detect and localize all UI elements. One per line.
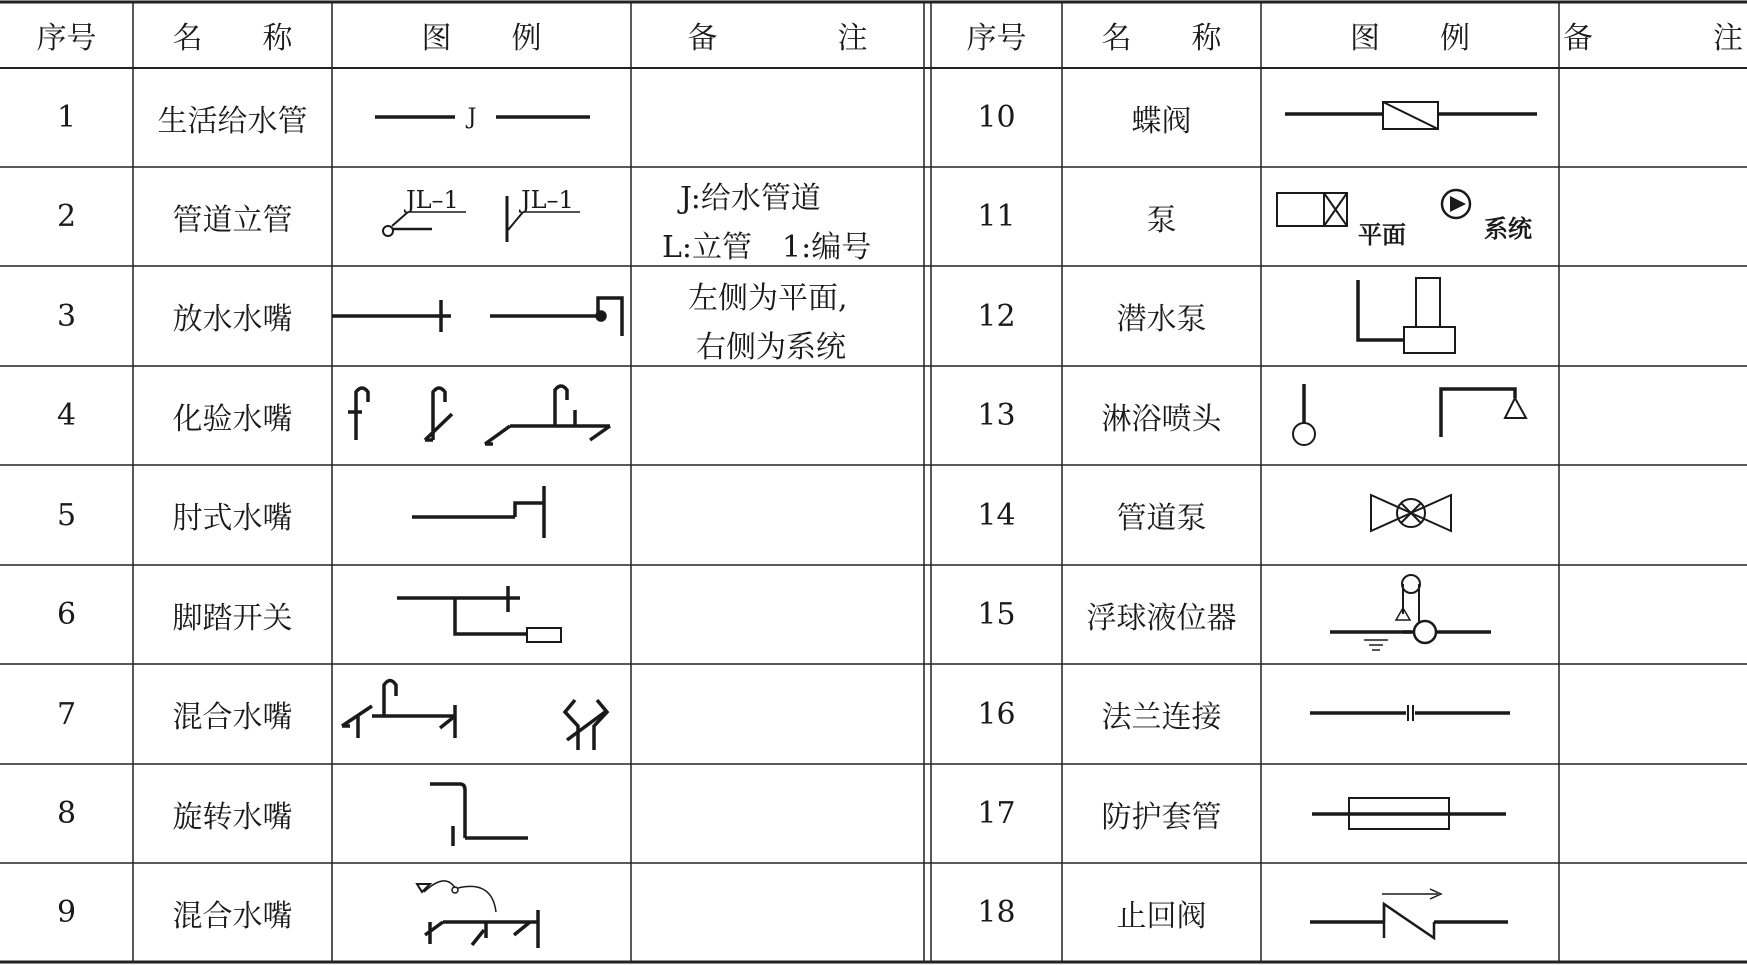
pump-system-label: 系统 — [1484, 214, 1532, 243]
pump-plan-label: 平面 — [1358, 220, 1406, 249]
remark-row3-line2: 右侧为系统 — [696, 330, 846, 365]
mixing-faucet-2-symbol — [417, 881, 538, 948]
row-4-name: 化验水嘴 — [172, 401, 293, 437]
mixing-faucet-symbol — [342, 681, 607, 751]
row-16-no: 16 — [977, 696, 1016, 732]
row-18-no: 18 — [977, 895, 1016, 930]
row-5-name: 肘式水嘴 — [172, 501, 293, 536]
row-10-name: 蝶阀 — [1131, 103, 1192, 139]
row-7-name: 混合水嘴 — [172, 700, 293, 735]
row-1-no: 1 — [56, 100, 77, 135]
row-9-no: 9 — [56, 895, 77, 930]
row-11-name: 泵 — [1146, 202, 1177, 238]
submersible-pump-symbol — [1358, 278, 1455, 353]
water-supply-pipe-symbol — [375, 105, 590, 130]
row-4-no: 4 — [56, 398, 77, 433]
row-15-no: 15 — [977, 597, 1016, 632]
row-7-no: 7 — [56, 696, 77, 732]
row-14-name: 管道泵 — [1116, 501, 1207, 536]
header-no-right: 序号 — [966, 21, 1027, 56]
header-legend-left: 图 例 — [421, 21, 542, 56]
header-name-right: 名 称 — [1101, 21, 1222, 56]
riser-tag-system: JL–1 — [521, 186, 574, 214]
row-3-no: 3 — [56, 298, 77, 334]
row-8-name: 旋转水嘴 — [172, 799, 293, 835]
elbow-faucet-symbol — [412, 486, 544, 538]
remark-row3-line1: 左侧为平面, — [688, 281, 848, 316]
protective-sleeve-symbol — [1312, 798, 1506, 829]
row-13-name: 淋浴喷头 — [1101, 401, 1222, 437]
float-level-switch-symbol — [1330, 575, 1491, 650]
header-legend-right: 图 例 — [1350, 21, 1470, 56]
header-name-left: 名 称 — [172, 21, 293, 56]
row-14-no: 14 — [977, 497, 1016, 533]
row-16-name: 法兰连接 — [1101, 700, 1222, 735]
row-8-no: 8 — [56, 796, 77, 831]
row-15-name: 浮球液位器 — [1086, 600, 1237, 636]
row-17-name: 防护套管 — [1101, 799, 1222, 835]
row-1-name: 生活给水管 — [157, 103, 308, 139]
row-2-no: 2 — [56, 199, 77, 234]
flange-connection-symbol — [1310, 705, 1510, 721]
remark-row2-line2: L:立管 1:编号 — [662, 230, 872, 265]
row-18-name: 止回阀 — [1116, 898, 1207, 934]
row-6-no: 6 — [56, 597, 77, 632]
shower-head-symbol — [1293, 384, 1526, 445]
row-6-name: 脚踏开关 — [172, 600, 293, 636]
foot-switch-symbol — [397, 586, 561, 642]
row-11-no: 11 — [977, 199, 1016, 234]
header-remark-left: 备 注 — [687, 21, 868, 56]
row-12-no: 12 — [977, 298, 1016, 334]
header-remark-right: 备 注 — [1563, 21, 1743, 56]
row-10-no: 10 — [977, 100, 1016, 135]
remark-row2-line1: J:给水管道 — [680, 181, 821, 216]
swivel-faucet-symbol — [430, 784, 528, 846]
pump-symbol — [1277, 190, 1532, 249]
riser-tag-plan: JL–1 — [406, 186, 459, 214]
row-3-name: 放水水嘴 — [172, 302, 293, 337]
inline-pump-symbol — [1371, 495, 1451, 531]
riser-pipe-symbol — [383, 186, 580, 242]
lab-faucet-symbol — [348, 386, 610, 444]
row-9-name: 混合水嘴 — [172, 898, 293, 934]
butterfly-valve-symbol — [1285, 102, 1537, 129]
row-12-name: 潜水泵 — [1116, 302, 1207, 337]
header-no-left: 序号 — [36, 21, 97, 56]
row-5-no: 5 — [56, 497, 77, 533]
row-2-name: 管道立管 — [172, 202, 293, 238]
row-13-no: 13 — [977, 398, 1016, 433]
check-valve-symbol — [1310, 889, 1508, 938]
faucet-symbol — [332, 298, 622, 336]
row-17-no: 17 — [977, 796, 1016, 831]
water-pipe-label: J — [467, 105, 477, 130]
